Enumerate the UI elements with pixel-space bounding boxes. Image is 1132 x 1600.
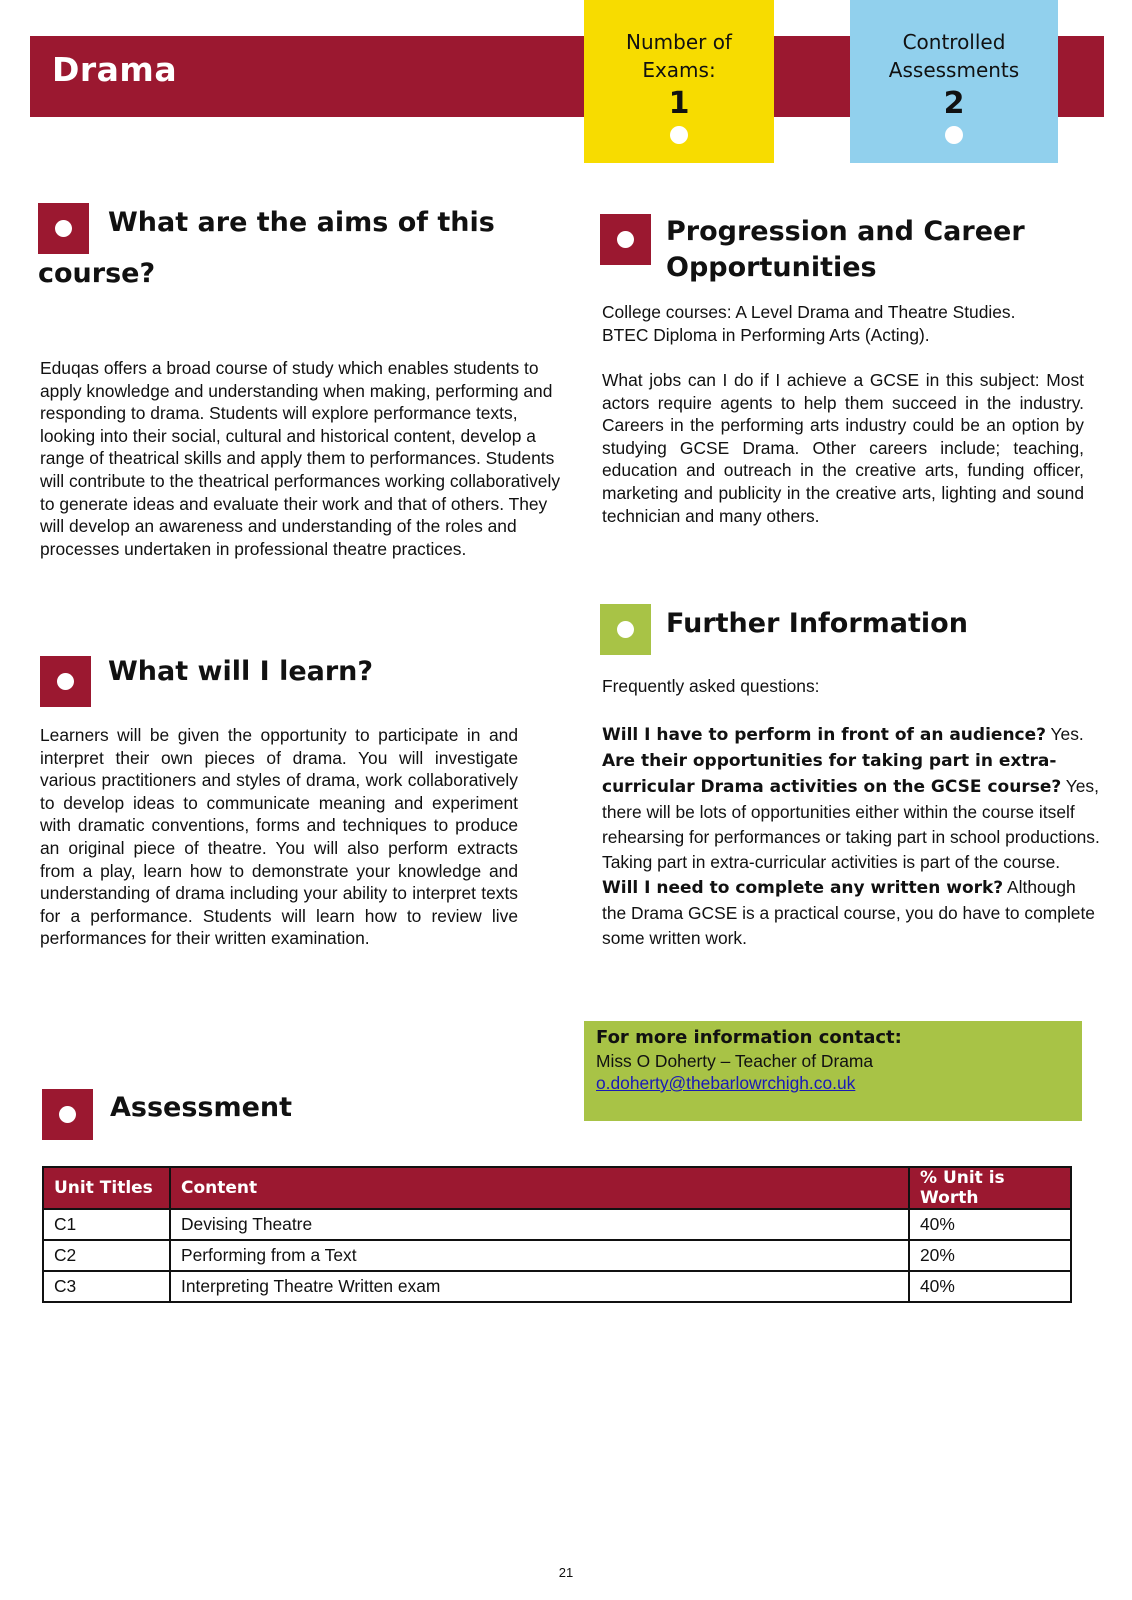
table-row	[43, 1240, 1071, 1271]
aims-body: Eduqas offers a broad course of study which enables students to apply knowledge and understanding when making, performing and responding to drama. Students will explore performance texts, looking into their social, cultural and historical content, develop a range of theatrical skills and apply them to performances. Students will contribute to the theatrical performances working collaboratively to generate ideas and evaluate their work and that of others. They will develop an awareness and understanding of the roles and processes undertaken in professional theatre practices.	[40, 358, 561, 559]
table-row	[43, 1209, 1071, 1240]
learn-heading: What will I learn?	[108, 656, 374, 687]
faq-list	[602, 722, 1102, 951]
unit-title-cell: C2	[43, 1240, 170, 1271]
controlled-assessments-box	[850, 0, 1058, 163]
contact-heading: For more information contact:	[596, 1027, 902, 1048]
faq-item	[602, 875, 1102, 951]
section-bullet-icon	[42, 1089, 93, 1140]
unit-title-cell: C3	[43, 1271, 170, 1302]
exams-label-line1: Number of	[626, 30, 732, 54]
faq-question: Are their opportunities for taking part in extra-curricular Drama activities on the GCSE course?	[602, 751, 1062, 797]
contact-name: Miss O Doherty – Teacher of Drama	[596, 1051, 874, 1071]
controlled-count-value: 2	[943, 86, 965, 121]
page-title: Drama	[52, 50, 178, 89]
progression-heading-line2: Opportunities	[666, 252, 877, 283]
progression-courses-line2: BTEC Diploma in Performing Arts (Acting).	[602, 324, 930, 345]
further-intro: Frequently asked questions:	[602, 676, 820, 696]
content-cell: Interpreting Theatre Written exam	[170, 1271, 909, 1302]
exams-label-line2: Exams:	[642, 58, 716, 82]
faq-question: Will I have to perform in front of an audience?	[602, 725, 1047, 745]
faq-item	[602, 722, 1102, 748]
content-cell: Performing from a Text	[170, 1240, 909, 1271]
page-number: 21	[558, 1565, 574, 1580]
section-bullet-icon	[600, 214, 651, 265]
faq-answer: Yes.	[1046, 724, 1084, 744]
progression-courses-line1: College courses: A Level Drama and Theatre Studies.	[602, 302, 1016, 322]
header-content: Content	[170, 1167, 909, 1209]
learn-body: Learners will be given the opportunity to participate in and interpret their own pieces of drama. You will investigate various practitioners and styles of drama, work collaboratively to develop ideas to communicate meaning and experiment with dramatic conventions, forms and techniques to produce an original piece of theatre. You will also perform extracts from a play, learn how to demonstrate your knowledge and understanding of drama including your ability to interpret texts for a performance. Students will learn how to review live performances for their written examination.	[40, 725, 518, 949]
progression-heading-line1: Progression and Career	[666, 216, 1025, 247]
assessment-heading: Assessment	[110, 1092, 293, 1123]
contact-email-link[interactable]: o.doherty@thebarlowrchigh.co.uk	[596, 1073, 856, 1093]
controlled-label-line1: Controlled	[902, 30, 1006, 54]
section-bullet-icon	[40, 656, 91, 707]
table-row	[43, 1271, 1071, 1302]
faq-answer: Although the Drama GCSE is a practical course, you do have to complete some written work.	[602, 877, 1095, 948]
content-cell: Devising Theatre	[170, 1209, 909, 1240]
exams-count-value: 1	[668, 86, 690, 121]
percent-cell: 20%	[909, 1240, 1071, 1271]
exams-count-box	[584, 0, 774, 163]
faq-question: Will I need to complete any written work?	[602, 878, 1004, 898]
unit-title-cell: C1	[43, 1209, 170, 1240]
contact-box	[584, 1021, 1082, 1121]
header-percent-worth: % Unit is Worth	[909, 1167, 1071, 1209]
faq-item	[602, 748, 1102, 875]
aims-heading-line2: course?	[38, 258, 156, 289]
table-header-row	[43, 1167, 1071, 1209]
header-unit-titles: Unit Titles	[43, 1167, 170, 1209]
section-bullet-icon	[38, 203, 89, 254]
faq-answer: Yes, there will be lots of opportunities either within the course itself rehearsing for performances or taking part in school productions. Taking part in extra-curricular activities is part of the course.	[602, 776, 1100, 872]
assessment-table	[42, 1166, 1072, 1303]
dot-icon	[945, 126, 963, 144]
percent-cell: 40%	[909, 1209, 1071, 1240]
progression-jobs: What jobs can I do if I achieve a GCSE in this subject: Most actors require agents to help them succeed in the industry. Careers in the performing arts industry could be an option by studying GCSE Drama. Other careers include; teaching, education and outreach in the creative arts, funding officer, marketing and publicity in the creative arts, lighting and sound technician and many others.	[602, 370, 1084, 526]
aims-heading-line1: What are the aims of this	[108, 207, 495, 238]
controlled-label-line2: Assessments	[888, 58, 1020, 82]
dot-icon	[670, 126, 688, 144]
percent-cell: 40%	[909, 1271, 1071, 1302]
section-bullet-icon	[600, 604, 651, 655]
further-heading: Further Information	[666, 608, 968, 639]
